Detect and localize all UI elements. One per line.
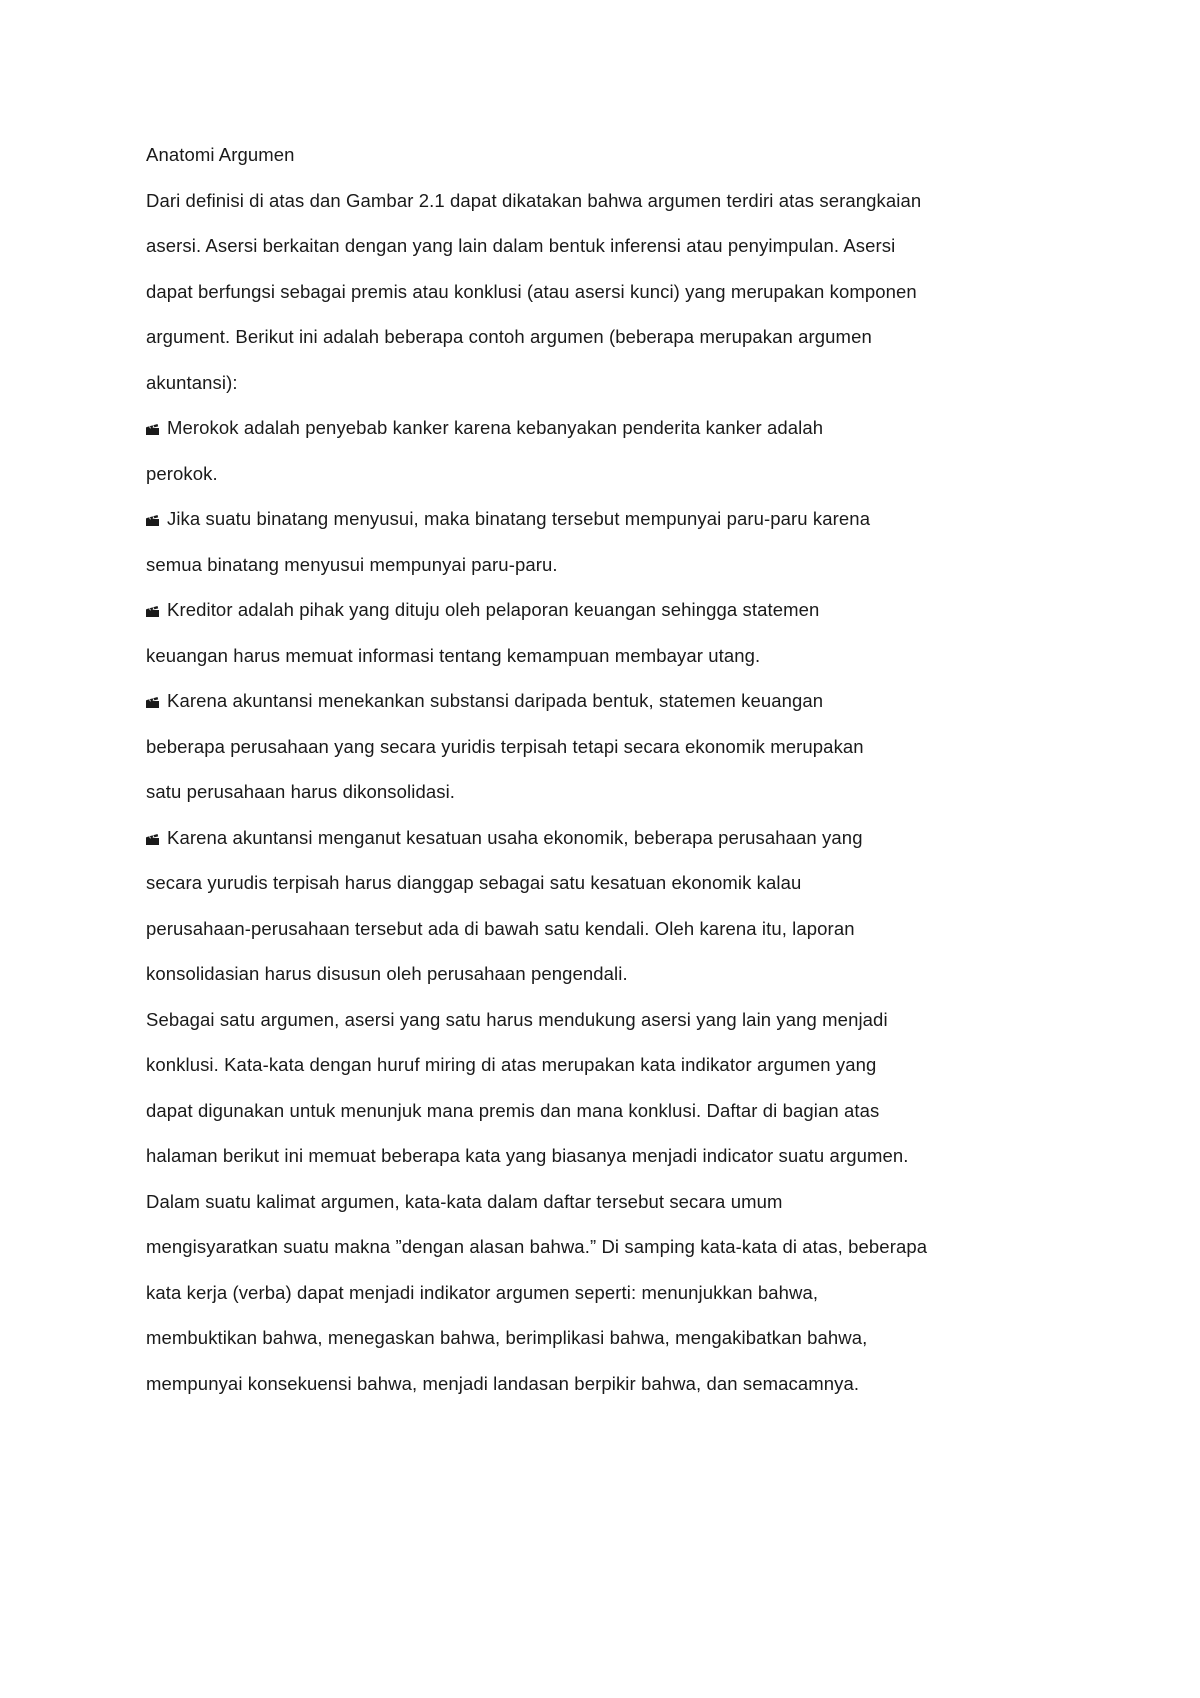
- paragraph-line: dapat berfungsi sebagai premis atau konklusi (atau asersi kunci) yang merupakan komponen: [146, 280, 917, 302]
- paragraph-line: kata kerja (verba) dapat menjadi indikator argumen seperti: menunjukkan bahwa,: [146, 1281, 819, 1303]
- bullet-text: Karena akuntansi menekankan substansi daripada bentuk, statemen keuangan: [167, 690, 824, 711]
- clapperboard-icon: [146, 834, 159, 845]
- bullet-continuation: perusahaan-perusahaan tersebut ada di bawah satu kendali. Oleh karena itu, laporan: [146, 917, 855, 939]
- bullet-continuation: konsolidasian harus disusun oleh perusahaan pengendali.: [146, 963, 628, 984]
- paragraph-line: akuntansi):: [146, 371, 238, 393]
- clapperboard-icon: [146, 697, 159, 708]
- paragraph-line: mengisyaratkan suatu makna ”dengan alasan bahwa.” Di samping kata-kata di atas, beberapa: [146, 1236, 928, 1257]
- paragraph-line: Dalam suatu kalimat argumen, kata-kata dalam daftar tersebut secara umum: [146, 1190, 783, 1212]
- bullet-item: [146, 827, 1006, 873]
- bullet-item: [146, 508, 1006, 554]
- paragraph-line: mempunyai konsekuensi bahwa, menjadi landasan berpikir bahwa, dan semacamnya.: [146, 1372, 860, 1394]
- bullet-continuation: satu perusahaan harus dikonsolidasi.: [146, 781, 456, 802]
- document-title: Anatomi Argumen: [146, 144, 295, 165]
- paragraph-line: halaman berikut ini memuat beberapa kata yang biasanya menjadi indicator suatu argumen.: [146, 1145, 909, 1166]
- bullet-continuation: beberapa perusahaan yang secara yuridis terpisah tetapi secara ekonomik merupakan: [146, 735, 864, 757]
- bullet-item: [146, 599, 1006, 645]
- paragraph-line: membuktikan bahwa, menegaskan bahwa, berimplikasi bahwa, mengakibatkan bahwa,: [146, 1327, 868, 1348]
- paragraph-line: Dari definisi di atas dan Gambar 2.1 dapat dikatakan bahwa argumen terdiri atas serangkaian: [146, 189, 922, 211]
- paragraph-line: asersi. Asersi berkaitan dengan yang lain dalam bentuk inferensi atau penyimpulan. Asersi: [146, 235, 896, 256]
- clapperboard-icon: [146, 515, 159, 526]
- bullet-text: Kreditor adalah pihak yang dituju oleh pelaporan keuangan sehingga statemen: [167, 599, 820, 620]
- paragraph-line: konklusi. Kata-kata dengan huruf miring di atas merupakan kata indikator argumen yang: [146, 1054, 877, 1075]
- bullet-continuation: perokok.: [146, 462, 218, 484]
- bullet-item: [146, 690, 1006, 736]
- bullet-continuation: semua binatang menyusui mempunyai paru-paru.: [146, 553, 558, 575]
- bullet-text: Merokok adalah penyebab kanker karena kebanyakan penderita kanker adalah: [167, 417, 824, 438]
- document-body: [146, 144, 1006, 1418]
- bullet-text: Jika suatu binatang menyusui, maka binatang tersebut mempunyai paru-paru karena: [167, 508, 871, 529]
- clapperboard-icon: [146, 606, 159, 617]
- paragraph-line: dapat digunakan untuk menunjuk mana premis dan mana konklusi. Daftar di bagian atas: [146, 1099, 880, 1121]
- bullet-continuation: keuangan harus memuat informasi tentang kemampuan membayar utang.: [146, 644, 761, 666]
- bullet-text: Karena akuntansi menganut kesatuan usaha ekonomik, beberapa perusahaan yang: [167, 826, 863, 848]
- bullet-continuation: secara yurudis terpisah harus dianggap sebagai satu kesatuan ekonomik kalau: [146, 872, 802, 893]
- paragraph-line: Sebagai satu argumen, asersi yang satu harus mendukung asersi yang lain yang menjadi: [146, 1008, 888, 1030]
- clapperboard-icon: [146, 424, 159, 435]
- bullet-item: [146, 417, 1006, 463]
- paragraph-line: argument. Berikut ini adalah beberapa contoh argumen (beberapa merupakan argumen: [146, 326, 872, 347]
